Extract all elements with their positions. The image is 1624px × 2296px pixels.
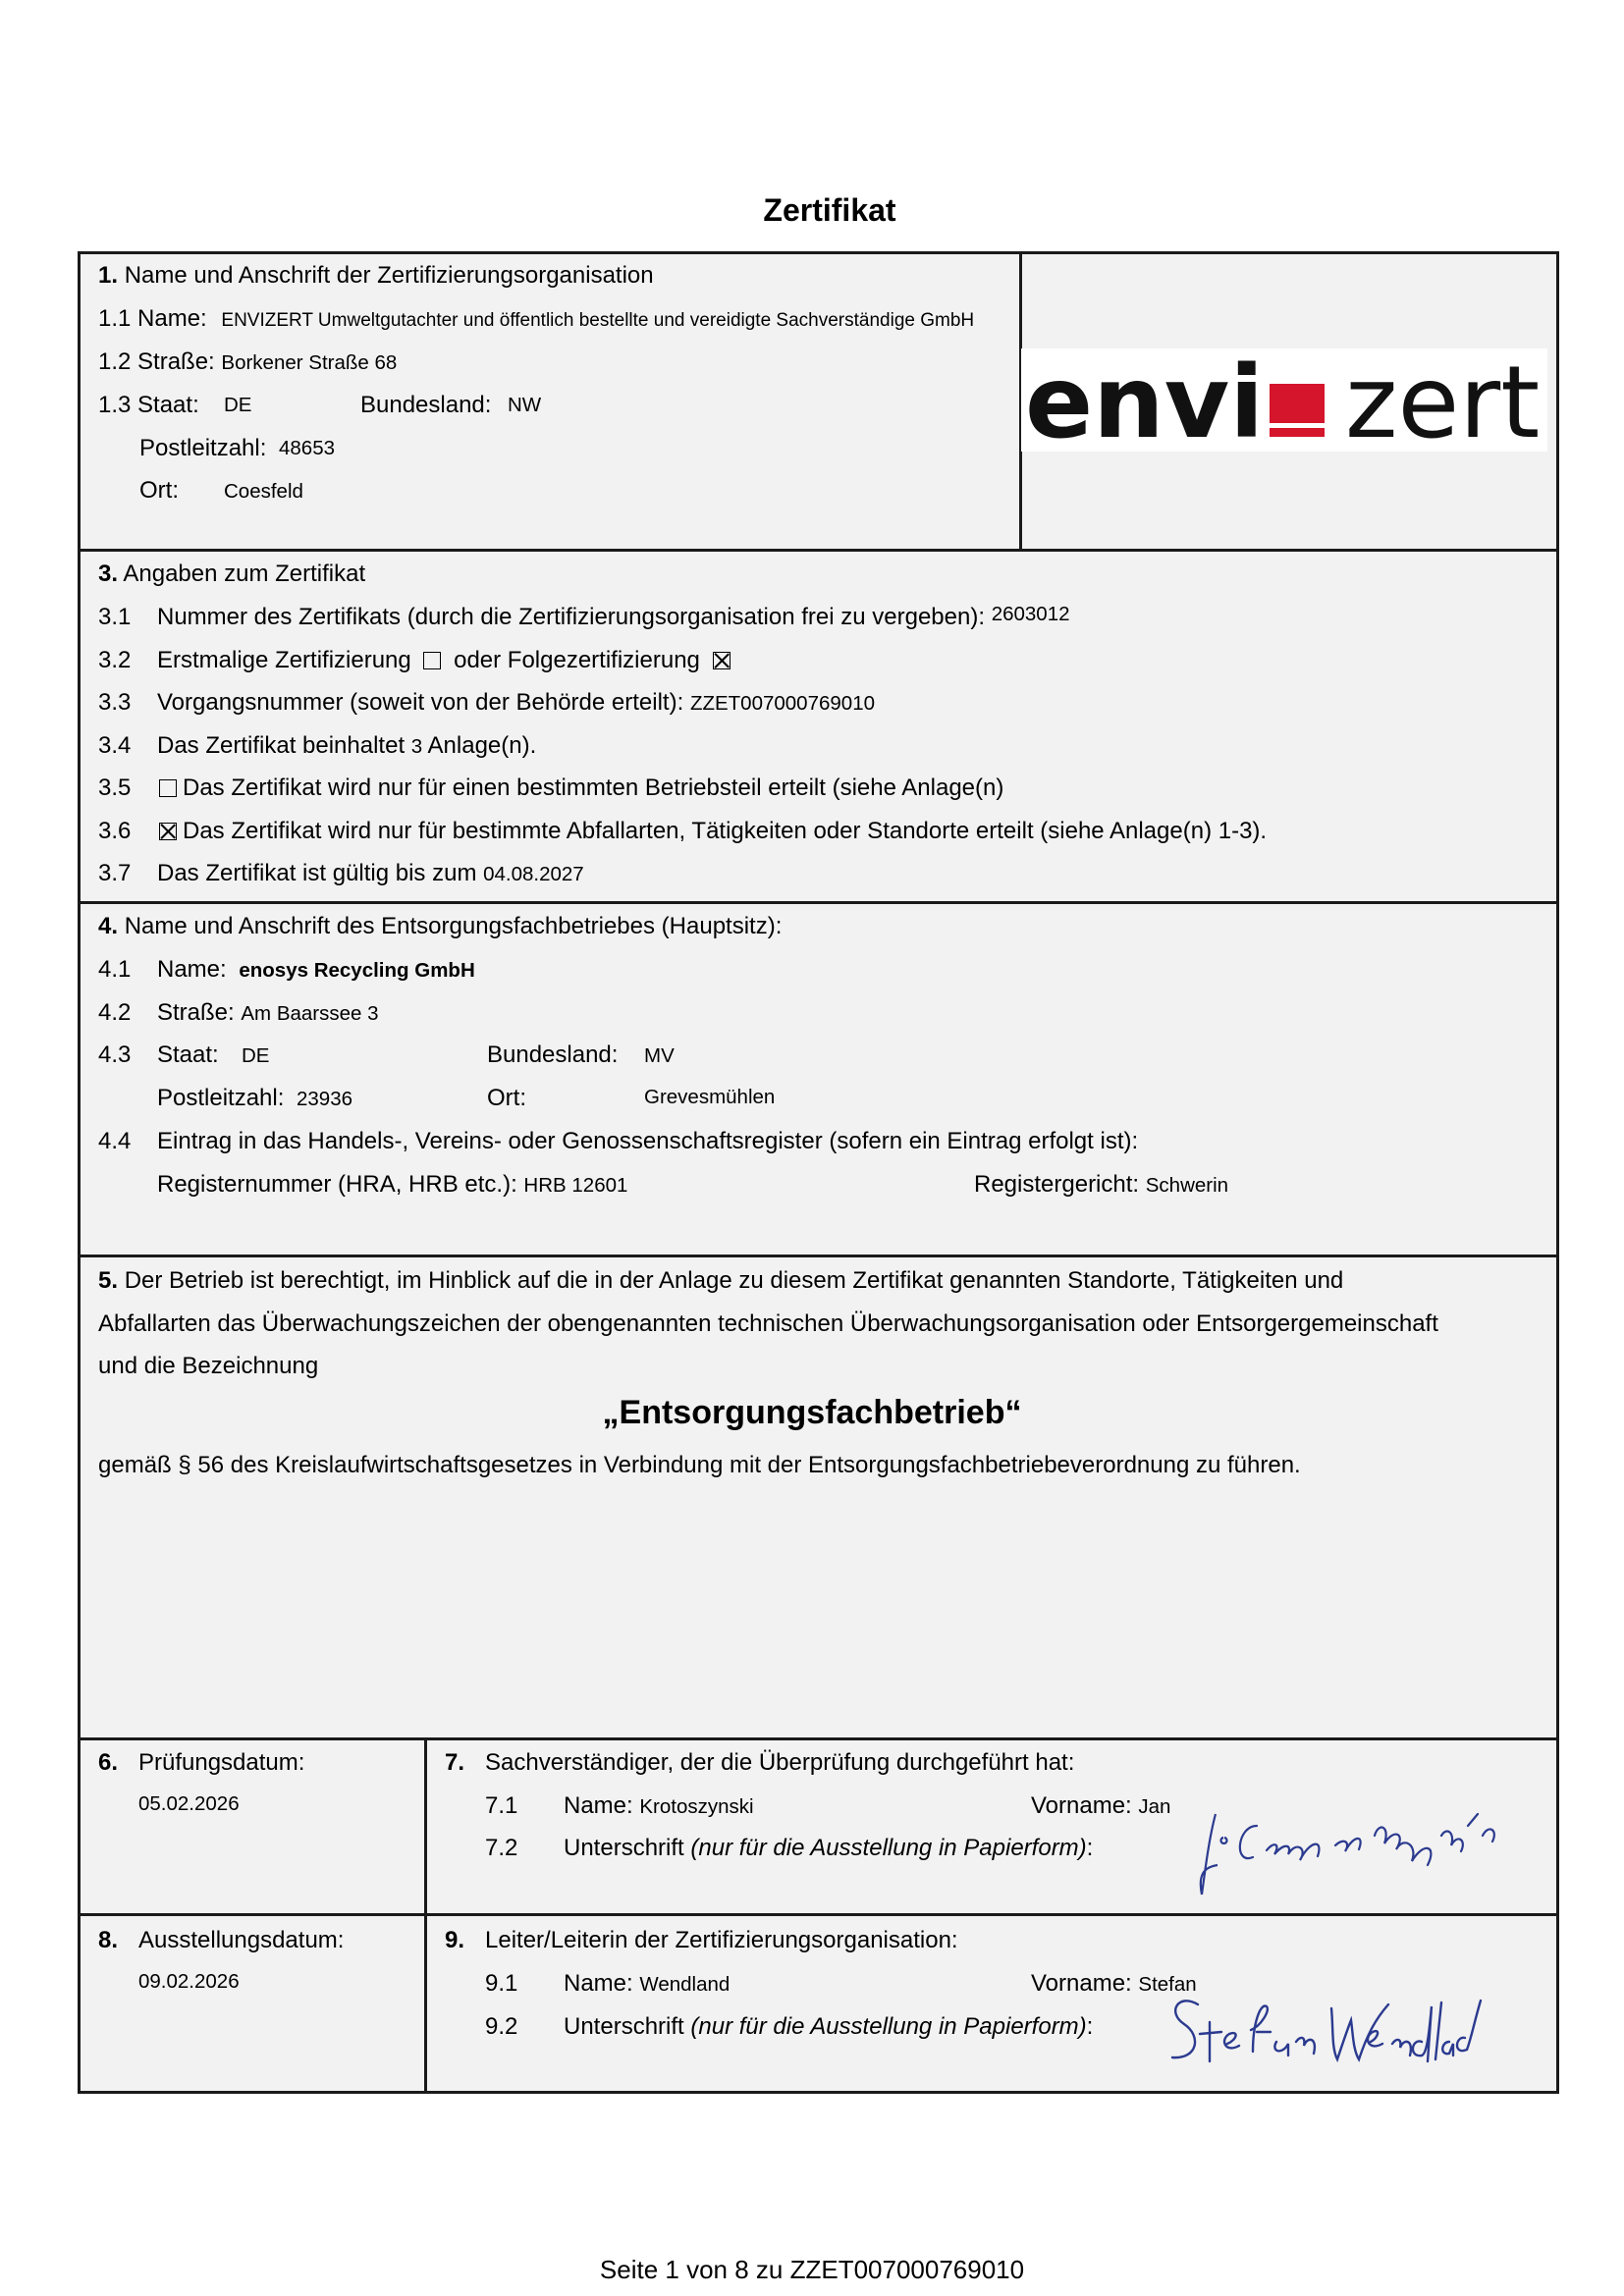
sec1-name-row (98, 304, 974, 336)
sec6-label: Prüfungsdatum: (138, 1749, 305, 1776)
sec4-regnr-row (157, 1170, 627, 1201)
sec3-r4-row (157, 731, 536, 762)
sec7-name-label: Name: (564, 1792, 633, 1819)
sec4-name-label: Name: (157, 956, 227, 983)
waste-types-checkbox[interactable] (159, 823, 177, 840)
sec3-r7-text: Das Zertifikat ist gültig bis zum (157, 860, 477, 886)
sec4-street-label: Straße: (157, 999, 235, 1026)
sec1-state-label: 1.3 Staat: (98, 392, 199, 418)
logo-square-bottom (1270, 428, 1325, 437)
sec5-line2: Abfallarten das Überwachungszeichen der obengenannten technischen Überwachungsorganisation oder Entsorgergemeinschaft (98, 1310, 1438, 1337)
company-plz: 23936 (297, 1088, 353, 1110)
envizert-logo-graphic (1021, 348, 1547, 452)
sec4-regnr-label: Registernummer (HRA, HRB etc.): (157, 1171, 517, 1198)
sec3-r6-num: 3.6 (98, 818, 132, 844)
expert-signature (1188, 1796, 1522, 1904)
sec7-first-row (1031, 1791, 1170, 1822)
sec3-r2-text-a: Erstmalige Zertifizierung (157, 647, 411, 673)
sec7-name-row (564, 1791, 754, 1822)
sec3-r1-row (157, 603, 1070, 633)
sec4-court-row (974, 1170, 1228, 1201)
test-date: 05.02.2026 (138, 1792, 240, 1815)
sec3-r5-text: Das Zertifikat wird nur für einen bestimmten Betriebsteil erteilt (siehe Anlage(n) (183, 774, 1004, 801)
operating-part-checkbox[interactable] (159, 779, 177, 797)
process-number: ZZET007000769010 (689, 692, 875, 715)
sec5-line3: und die Bezeichnung (98, 1353, 319, 1379)
sec1-title: Name und Anschrift der Zertifizierungsorganisation (124, 262, 654, 289)
sec3-num: 3. (98, 561, 119, 587)
register-court: Schwerin (1145, 1174, 1229, 1197)
sec3-r4-num: 3.4 (98, 732, 132, 759)
sec1-state-value: DE (224, 394, 252, 416)
company-ort: Grevesmühlen (644, 1086, 776, 1108)
register-number: HRB 12601 (523, 1174, 628, 1197)
head-signature (1159, 1983, 1492, 2081)
sec4-r1-num: 4.1 (98, 956, 132, 983)
sec3-r5-row (157, 774, 1003, 803)
sec8-num: 8. (98, 1927, 119, 1953)
sec7-sig-label: Unterschrift (564, 1835, 684, 1861)
head-first-name: Stefan (1138, 1973, 1197, 1996)
logo-zert: zert (1345, 348, 1541, 452)
annex-count: 3 (410, 735, 423, 758)
sec3-title: Angaben zum Zertifikat (123, 561, 366, 587)
sec8-label: Ausstellungsdatum: (138, 1927, 345, 1953)
sec9-sig-colon: : (1086, 2013, 1094, 2040)
logo-square-top (1270, 384, 1325, 423)
sec9-sig-note: (nur für die Ausstellung in Papierform) (690, 2013, 1087, 2040)
sec3-r3-num: 3.3 (98, 689, 132, 716)
sec4-r2-num: 4.2 (98, 999, 132, 1026)
sec4-heading (98, 912, 782, 941)
sec9-name-label: Name: (564, 1970, 633, 1997)
company-name: enosys Recycling GmbH (239, 959, 475, 982)
sec1-num: 1. (98, 262, 119, 289)
sec3-r2-num: 3.2 (98, 647, 132, 673)
sec9-r2-num: 9.2 (485, 2013, 518, 2040)
sec4-land-label: Bundesland: (487, 1041, 619, 1068)
logo-envi: envi (1025, 348, 1265, 452)
company-street: Am Baarssee 3 (241, 1002, 379, 1025)
sec3-r4-text-b: Anlage(n). (427, 732, 537, 759)
sec3-r3-text: Vorgangsnummer (soweit von der Behörde erteilt): (157, 689, 684, 716)
sec1-plz-value: 48653 (279, 437, 336, 459)
sec3-r6-row (157, 817, 1267, 846)
sec3-r3-row (157, 688, 875, 719)
sec1-ort-value: Coesfeld (224, 480, 303, 503)
sec1-ort-label: Ort: (139, 477, 179, 504)
sec7-sig-colon: : (1086, 1835, 1094, 1861)
page-title: Zertifikat (763, 192, 896, 228)
sec7-num: 7. (445, 1749, 465, 1776)
sec7-r1-num: 7.1 (485, 1792, 518, 1819)
sec4-state-label: Staat: (157, 1041, 219, 1068)
empty-box (78, 1495, 1559, 1740)
sec9-num: 9. (445, 1927, 465, 1953)
head-name: Wendland (639, 1973, 731, 1996)
sec5-num: 5. (98, 1267, 119, 1294)
sec3-r1-text: Nummer des Zertifikats (durch die Zertifizierungsorganisation frei zu vergeben): (157, 604, 986, 630)
sec1-street-label: 1.2 Straße: (98, 348, 215, 375)
sec5-line1-text: Der Betrieb ist berechtigt, im Hinblick auf die in der Anlage zu diesem Zertifikat genannten Standorte, Tätigkeiten und (124, 1267, 1344, 1294)
sec4-plz-label: Postleitzahl: (157, 1085, 285, 1111)
sec3-r2-row (157, 646, 736, 675)
follow-cert-checkbox[interactable] (713, 652, 731, 669)
sec1-name-label: 1.1 Name: (98, 305, 207, 332)
sec4-ort-label: Ort: (487, 1085, 526, 1111)
sec9-sig-row (564, 2012, 1093, 2042)
sec1-street-value: Borkener Straße 68 (221, 351, 398, 374)
cert-number: 2603012 (991, 603, 1070, 625)
first-cert-checkbox[interactable] (423, 652, 441, 669)
sec7-r2-num: 7.2 (485, 1835, 518, 1861)
sec3-r4-text-a: Das Zertifikat beinhaltet (157, 732, 406, 759)
sec7-heading: Sachverständiger, der die Überprüfung durchgeführt hat: (485, 1749, 1075, 1776)
sec4-street-row (157, 998, 379, 1029)
sec7-first-label: Vorname: (1031, 1792, 1132, 1819)
expert-name: Krotoszynski (639, 1795, 754, 1818)
sec4-court-label: Registergericht: (974, 1171, 1140, 1198)
sec7-sig-row (564, 1834, 1093, 1863)
company-state: DE (242, 1044, 270, 1067)
sec3-r7-num: 3.7 (98, 860, 132, 886)
sec4-name-row (157, 955, 475, 986)
sec6-num: 6. (98, 1749, 119, 1776)
sec1-heading (98, 261, 654, 291)
sec9-heading: Leiter/Leiterin der Zertifizierungsorganisation: (485, 1927, 958, 1953)
sec9-first-label: Vorname: (1031, 1970, 1132, 1997)
sec4-title: Name und Anschrift des Entsorgungsfachbetriebes (Hauptsitz): (124, 913, 783, 939)
issue-date: 09.02.2026 (138, 1970, 240, 1993)
sec9-sig-label: Unterschrift (564, 2013, 684, 2040)
valid-until: 04.08.2027 (483, 863, 584, 885)
sec3-r1-num: 3.1 (98, 604, 132, 630)
envizert-logo (1021, 348, 1547, 452)
sec1-plz-label: Postleitzahl: (139, 435, 267, 461)
company-land: MV (644, 1044, 675, 1067)
sec3-r5-num: 3.5 (98, 774, 132, 801)
sec9-r1-num: 9.1 (485, 1970, 518, 1997)
sec5-line1 (98, 1266, 1343, 1296)
sec3-r2-text-b: oder Folgezertifizierung (454, 647, 700, 673)
sec3-r7-row (157, 859, 584, 889)
sec3-heading (98, 560, 365, 589)
designation: „Entsorgungsfachbetrieb“ (602, 1394, 1022, 1431)
sec1-land-value: NW (508, 394, 542, 416)
sec1-street-row (98, 347, 397, 378)
sec4-r4-num: 4.4 (98, 1128, 132, 1154)
sec7-sig-note: (nur für die Ausstellung in Papierform) (690, 1835, 1087, 1861)
sec1-land-label: Bundesland: (360, 392, 492, 418)
section-1-box (78, 251, 1022, 552)
sec1-name-value: ENVIZERT Umweltgutachter und öffentlich bestellte und vereidigte Sachverständige GmbH (221, 310, 975, 331)
sec4-reg-text: Eintrag in das Handels-, Vereins- oder Genossenschaftsregister (sofern ein Eintrag erfolgt ist): (157, 1128, 1139, 1154)
sec5-line4: gemäß § 56 des Kreislaufwirtschaftsgesetzes in Verbindung mit der Entsorgungsfachbetriebeverordnung zu führen. (98, 1452, 1301, 1478)
sec9-name-row (564, 1969, 730, 2000)
sec4-r3-num: 4.3 (98, 1041, 132, 1068)
sec4-num: 4. (98, 913, 119, 939)
page-footer: Seite 1 von 8 zu ZZET007000769010 (599, 2255, 1025, 2284)
sec3-r6-text: Das Zertifikat wird nur für bestimmte Abfallarten, Tätigkeiten oder Standorte erteilt (siehe Anlage(n) 1-3). (183, 818, 1268, 844)
expert-first-name: Jan (1138, 1795, 1171, 1818)
